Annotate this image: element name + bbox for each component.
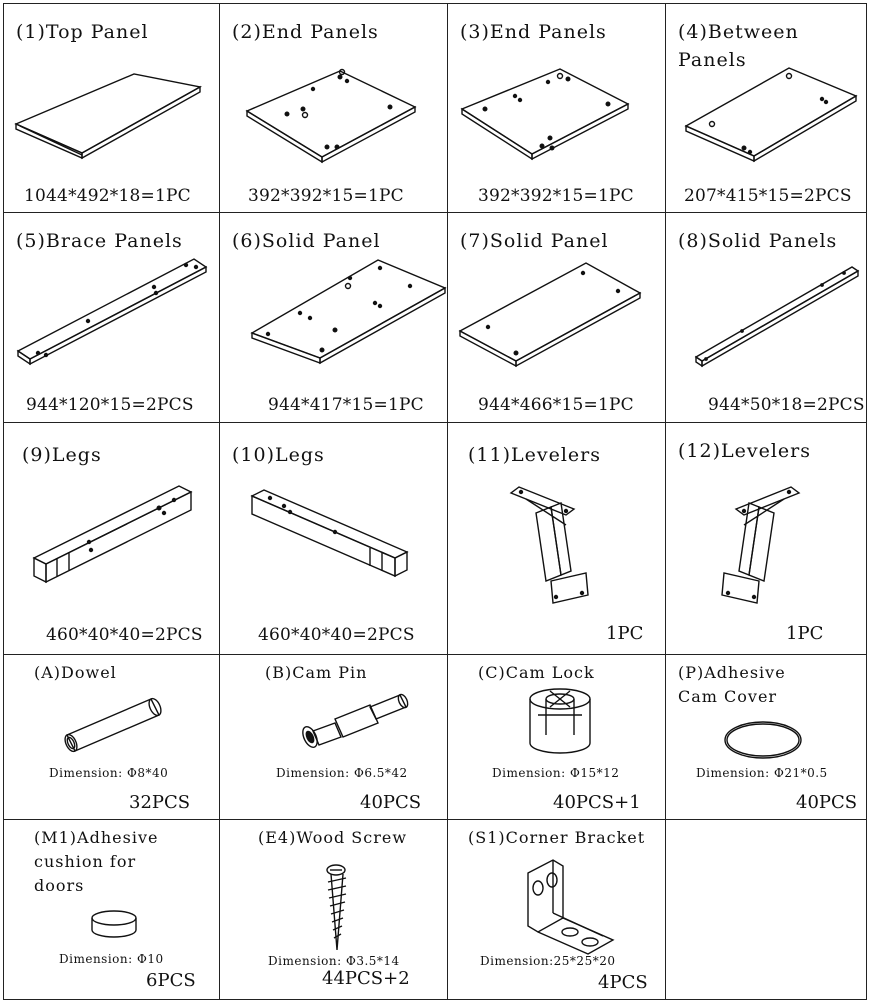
cam-lock-illustration — [520, 685, 600, 765]
hardware-cell-C — [447, 654, 666, 820]
part-title: (9)Legs — [22, 444, 102, 466]
part-title: (12)Levelers — [678, 440, 811, 462]
hardware-title: (B)Cam Pin — [265, 663, 368, 682]
part-dimension: 944*417*15=1PC — [268, 395, 424, 415]
solid-panel-illustration — [250, 258, 448, 368]
part-dimension: 1044*492*18=1PC — [24, 186, 191, 206]
hardware-dimension: Dimension: Φ3.5*14 — [268, 954, 400, 968]
wood-screw-illustration — [322, 862, 362, 957]
part-cell-6 — [219, 212, 448, 423]
hardware-title: (C)Cam Lock — [478, 663, 595, 682]
part-dimension: 1PC — [786, 623, 824, 644]
hardware-title: (P)Adhesive Cam Cover — [678, 663, 786, 706]
hardware-cell-A — [3, 654, 220, 820]
part-cell-8 — [665, 212, 867, 423]
part-title: (6)Solid Panel — [232, 230, 381, 252]
end-panel-illustration — [245, 59, 425, 169]
hardware-cell-P — [665, 654, 867, 820]
hardware-dimension: Dimension: Φ21*0.5 — [696, 766, 828, 780]
part-cell-9 — [3, 422, 220, 655]
solid-panel-illustration — [458, 261, 648, 371]
between-panel-illustration — [684, 64, 864, 164]
part-cell-12 — [665, 422, 867, 655]
solid-panel-strip-illustration — [694, 263, 867, 373]
hardware-cell-M1 — [3, 819, 220, 1000]
dowel-illustration — [59, 693, 169, 753]
part-title: (7)Solid Panel — [460, 230, 609, 252]
part-cell-4 — [665, 3, 867, 213]
cam-cover-illustration — [721, 718, 811, 768]
part-title: (4)Between Panels — [678, 21, 799, 71]
part-cell-5 — [3, 212, 220, 423]
hardware-title: (S1)Corner Bracket — [468, 828, 646, 847]
hardware-dimension: Dimension: Φ10 — [59, 952, 164, 966]
hardware-quantity: 44PCS+2 — [322, 968, 410, 989]
part-cell-2 — [219, 3, 448, 213]
hardware-title: (M1)Adhesive cushion for doors — [34, 828, 159, 895]
hardware-quantity: 40PCS — [360, 792, 422, 813]
part-title: (3)End Panels — [460, 21, 607, 43]
empty-cell — [665, 819, 867, 1000]
leg-illustration — [29, 478, 209, 588]
hardware-quantity: 40PCS — [796, 792, 858, 813]
hardware-quantity: 32PCS — [129, 792, 191, 813]
part-dimension: 944*50*18=2PCS — [708, 395, 865, 415]
hardware-cell-S1 — [447, 819, 666, 1000]
hardware-title: (A)Dowel — [34, 663, 117, 682]
part-title: (5)Brace Panels — [16, 230, 183, 252]
cam-pin-illustration — [295, 685, 425, 755]
part-dimension: 392*392*15=1PC — [248, 186, 404, 206]
part-cell-7 — [447, 212, 666, 423]
part-dimension: 392*392*15=1PC — [478, 186, 634, 206]
part-title: (1)Top Panel — [16, 21, 149, 43]
part-title: (11)Levelers — [468, 444, 601, 466]
cushion-illustration — [89, 908, 149, 948]
part-title: (10)Legs — [232, 444, 325, 466]
top-panel-illustration — [14, 69, 204, 159]
hardware-quantity: 4PCS — [598, 972, 648, 993]
part-title: (8)Solid Panels — [678, 230, 838, 252]
part-dimension: 1PC — [606, 623, 644, 644]
part-cell-3 — [447, 3, 666, 213]
part-cell-10 — [219, 422, 448, 655]
part-title: (2)End Panels — [232, 21, 379, 43]
hardware-cell-E4 — [219, 819, 448, 1000]
hardware-dimension: Dimension: Φ6.5*42 — [276, 766, 408, 780]
hardware-dimension: Dimension: Φ8*40 — [49, 766, 169, 780]
hardware-dimension: Dimension: Φ15*12 — [492, 766, 620, 780]
end-panel-illustration — [460, 54, 640, 164]
part-cell-1 — [3, 3, 220, 213]
leveler-bracket-illustration — [694, 485, 804, 615]
leveler-bracket-illustration — [506, 485, 616, 615]
part-dimension: 460*40*40=2PCS — [258, 625, 415, 645]
part-cell-11 — [447, 422, 666, 655]
hardware-quantity: 40PCS+1 — [553, 792, 641, 813]
part-dimension: 460*40*40=2PCS — [46, 625, 203, 645]
brace-panel-illustration — [16, 253, 211, 373]
corner-bracket-illustration — [518, 858, 628, 958]
hardware-cell-B — [219, 654, 448, 820]
part-dimension: 944*120*15=2PCS — [26, 395, 194, 415]
hardware-dimension: Dimension:25*25*20 — [480, 954, 616, 968]
hardware-quantity: 6PCS — [146, 970, 196, 991]
part-dimension: 944*466*15=1PC — [478, 395, 634, 415]
hardware-title: (E4)Wood Screw — [258, 828, 408, 847]
part-dimension: 207*415*15=2PCS — [684, 186, 852, 206]
leg-illustration — [250, 488, 430, 598]
